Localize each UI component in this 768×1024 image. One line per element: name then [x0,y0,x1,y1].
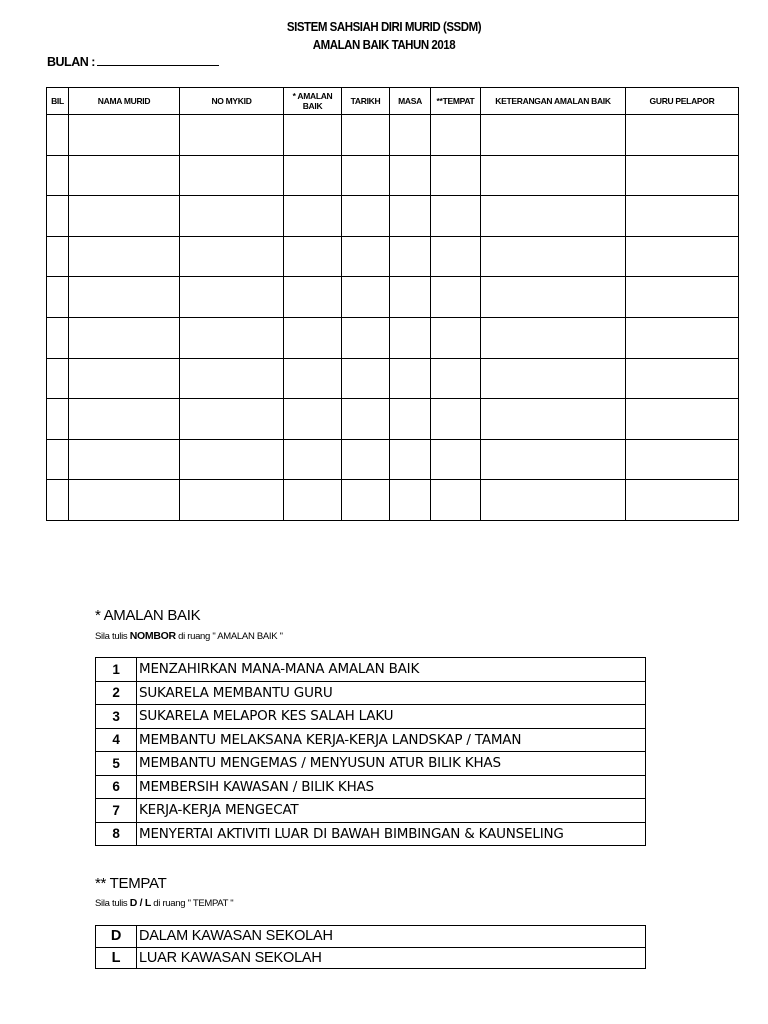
table-cell[interactable] [390,115,431,156]
note-suffix: di ruang " AMALAN BAIK " [175,631,283,642]
table-body [47,115,739,521]
amalan-baik-heading: * AMALAN BAIK [95,607,201,624]
table-cell[interactable] [342,155,390,196]
legend-row [96,728,646,752]
table-cell[interactable] [431,317,481,358]
table-cell[interactable] [390,196,431,237]
note-bold: NOMBOR [129,630,176,642]
table-cell[interactable] [47,317,69,358]
table-cell[interactable] [180,439,284,480]
table-cell[interactable] [69,317,180,358]
table-header-row [47,88,739,115]
table-cell[interactable] [390,317,431,358]
legend-code: 1 [96,658,137,682]
table-cell[interactable] [431,155,481,196]
table-cell[interactable] [481,480,626,521]
table-cell[interactable] [69,358,180,399]
table-cell[interactable] [342,480,390,521]
table-cell[interactable] [431,236,481,277]
table-cell[interactable] [390,277,431,318]
table-cell[interactable] [180,277,284,318]
table-cell[interactable] [47,277,69,318]
legend-code: 3 [96,705,137,729]
table-cell[interactable] [180,399,284,440]
table-cell[interactable] [626,439,739,480]
table-cell[interactable] [626,480,739,521]
legend-row [96,926,646,948]
legend-text: KERJA-KERJA MENGECAT [137,799,646,823]
column-header-bil: BIL [47,88,69,115]
legend-row [96,775,646,799]
bulan-blank-line [97,55,219,66]
table-cell[interactable] [431,196,481,237]
legend-code: 5 [96,752,137,776]
table-cell[interactable] [481,399,626,440]
column-header-nama-murid: NAMA MURID [69,88,180,115]
table-cell[interactable] [284,480,342,521]
table-row [47,439,739,480]
bulan-label: BULAN : [47,55,95,69]
table-cell[interactable] [431,277,481,318]
table-cell[interactable] [69,196,180,237]
form-title: SISTEM SAHSIAH DIRI MURID (SSDM) [286,20,482,34]
table-cell[interactable] [431,115,481,156]
table-cell[interactable] [284,277,342,318]
legend-code: 6 [96,775,137,799]
table-cell[interactable] [69,480,180,521]
table-cell[interactable] [284,317,342,358]
table-cell[interactable] [47,358,69,399]
table-cell[interactable] [180,358,284,399]
table-cell[interactable] [626,115,739,156]
table-cell[interactable] [481,236,626,277]
table-cell[interactable] [47,439,69,480]
legend-row [96,947,646,969]
table-cell[interactable] [47,399,69,440]
legend-text: MENZAHIRKAN MANA-MANA AMALAN BAIK [137,658,646,682]
table-cell[interactable] [390,236,431,277]
table-cell[interactable] [180,155,284,196]
table-cell[interactable] [431,358,481,399]
table-cell[interactable] [342,196,390,237]
legend-text: LUAR KAWASAN SEKOLAH [137,947,646,969]
table-cell[interactable] [481,358,626,399]
table-cell[interactable] [69,277,180,318]
column-header-tarikh: TARIKH [342,88,390,115]
legend-row [96,705,646,729]
table-cell[interactable] [626,277,739,318]
table-cell[interactable] [342,317,390,358]
table-cell[interactable] [626,155,739,196]
legend-code: 4 [96,728,137,752]
table-cell[interactable] [69,155,180,196]
table-cell[interactable] [342,358,390,399]
table-cell[interactable] [284,358,342,399]
table-cell[interactable] [390,155,431,196]
legend-text: MEMBANTU MENGEMAS / MENYUSUN ATUR BILIK KHAS [137,752,646,776]
table-cell[interactable] [180,196,284,237]
legend-row [96,799,646,823]
table-cell[interactable] [69,439,180,480]
table-cell[interactable] [481,115,626,156]
table-row [47,196,739,237]
bulan-field [47,55,219,69]
note-suffix: di ruang " TEMPAT " [150,898,234,909]
tempat-heading: ** TEMPAT [95,875,167,892]
legend-text: MEMBERSIH KAWASAN / BILIK KHAS [137,775,646,799]
table-cell[interactable] [180,317,284,358]
table-cell[interactable] [47,480,69,521]
amalan-baik-record-table [46,87,739,521]
table-cell[interactable] [431,480,481,521]
table-cell[interactable] [481,155,626,196]
table-cell[interactable] [284,115,342,156]
column-header-keterangan: KETERANGAN AMALAN BAIK [481,88,626,115]
table-cell[interactable] [431,399,481,440]
legend-text: MENYERTAI AKTIVITI LUAR DI BAWAH BIMBINGAN & KAUNSELING [137,822,646,846]
table-cell[interactable] [431,439,481,480]
table-cell[interactable] [284,439,342,480]
legend-row [96,752,646,776]
table-cell[interactable] [481,439,626,480]
legend-row [96,658,646,682]
legend-text: DALAM KAWASAN SEKOLAH [137,926,646,948]
legend-text: MEMBANTU MELAKSANA KERJA-KERJA LANDSKAP / TAMAN [137,728,646,752]
form-subtitle: AMALAN BAIK TAHUN 2018 [312,38,456,52]
table-cell[interactable] [342,236,390,277]
table-cell[interactable] [626,236,739,277]
tempat-note [95,897,233,909]
legend-code: L [96,947,137,969]
table-cell[interactable] [342,399,390,440]
table-cell[interactable] [69,115,180,156]
table-row [47,277,739,318]
table-cell[interactable] [284,399,342,440]
table-row [47,358,739,399]
column-header-guru-pelapor: GURU PELAPOR [626,88,739,115]
table-cell[interactable] [626,317,739,358]
column-header-tempat: **TEMPAT [431,88,481,115]
table-cell[interactable] [481,317,626,358]
table-cell[interactable] [342,439,390,480]
amalan-baik-note [95,630,283,642]
table-cell[interactable] [481,277,626,318]
tempat-legend-table [95,925,646,969]
legend-text: SUKARELA MEMBANTU GURU [137,681,646,705]
note-prefix: Sila tulis [95,898,130,909]
table-cell[interactable] [626,399,739,440]
column-header-masa: MASA [390,88,431,115]
table-cell[interactable] [626,358,739,399]
table-cell[interactable] [390,439,431,480]
legend-row [96,822,646,846]
table-cell[interactable] [342,277,390,318]
legend-code: D [96,926,137,948]
table-cell[interactable] [180,115,284,156]
table-cell[interactable] [69,399,180,440]
column-header-no-mykid: NO MYKID [180,88,284,115]
table-cell[interactable] [390,399,431,440]
column-header-amalan-baik: * AMALAN BAIK [284,88,342,115]
legend-row [96,681,646,705]
table-cell[interactable] [342,115,390,156]
table-cell[interactable] [390,358,431,399]
table-cell[interactable] [284,155,342,196]
table-row [47,317,739,358]
legend-text: SUKARELA MELAPOR KES SALAH LAKU [137,705,646,729]
amalan-baik-legend-table [95,657,646,846]
table-row [47,399,739,440]
table-cell[interactable] [284,236,342,277]
legend-code: 2 [96,681,137,705]
legend-code: 7 [96,799,137,823]
table-cell[interactable] [481,196,626,237]
note-bold: D / L [129,897,151,909]
table-cell[interactable] [47,196,69,237]
table-cell[interactable] [180,236,284,277]
table-row [47,236,739,277]
note-prefix: Sila tulis [95,631,130,642]
table-cell[interactable] [180,480,284,521]
table-cell[interactable] [69,236,180,277]
table-row [47,115,739,156]
table-cell[interactable] [390,480,431,521]
table-cell[interactable] [47,115,69,156]
table-cell[interactable] [47,236,69,277]
legend-code: 8 [96,822,137,846]
table-row [47,155,739,196]
table-cell[interactable] [626,196,739,237]
table-cell[interactable] [47,155,69,196]
table-cell[interactable] [284,196,342,237]
table-row [47,480,739,521]
